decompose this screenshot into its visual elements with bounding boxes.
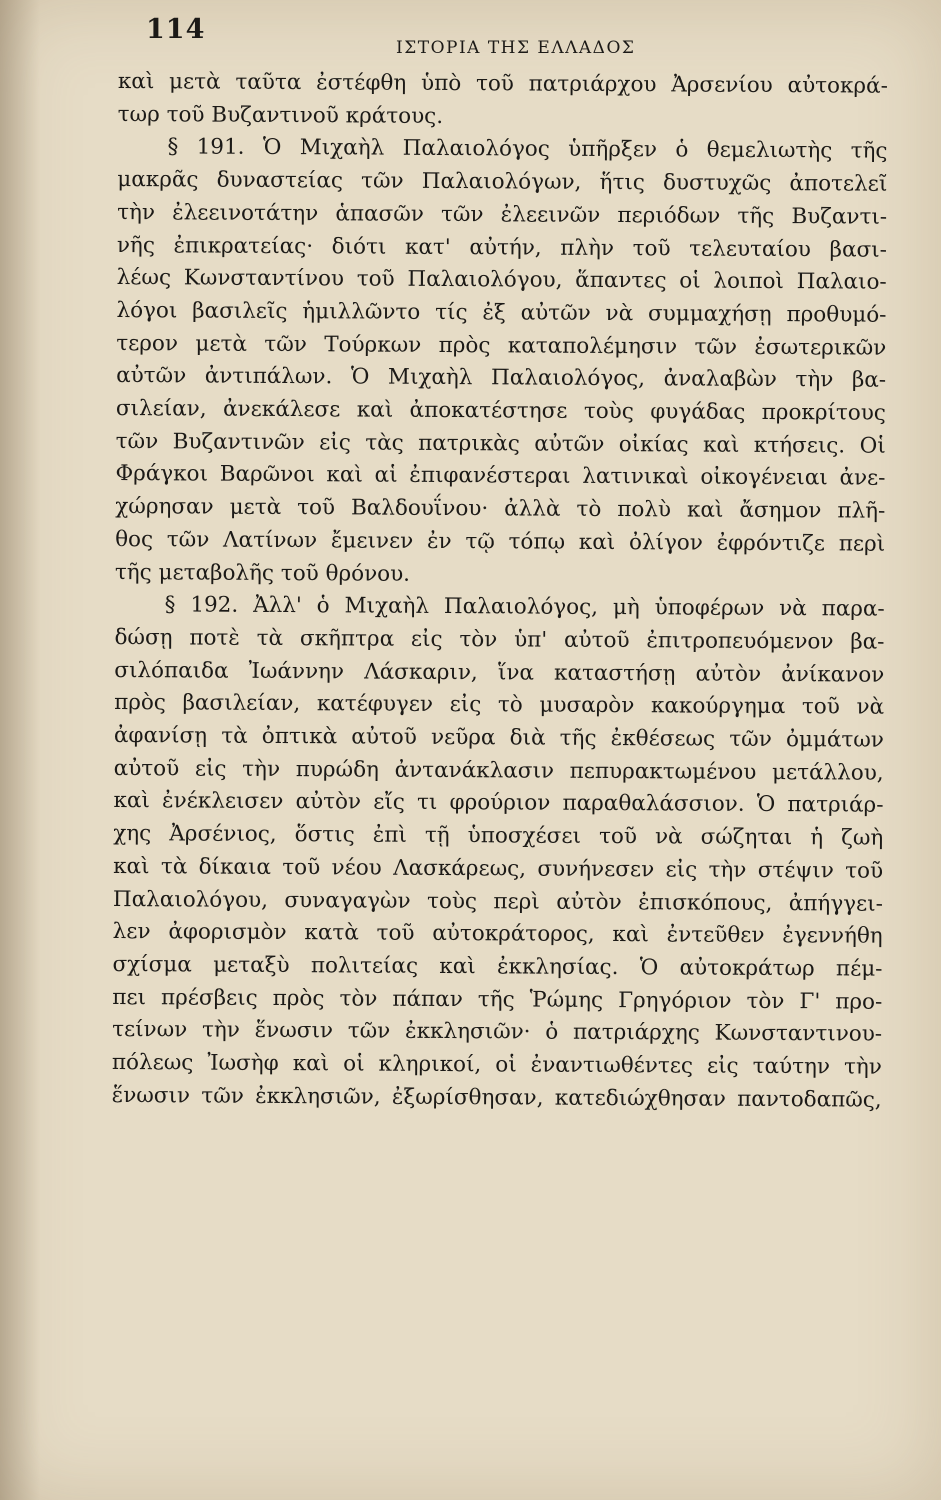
text-line: θος τῶν Λατίνων ἔμεινεν ἐν τῷ τόπῳ καὶ ὀλίγον ἐφρόντιζε περὶ bbox=[115, 526, 886, 557]
text-line: χης Ἀρσένιος, ὅστις ἐπὶ τῇ ὑποσχέσει τοῦ νὰ σώζηται ἡ ζωὴ bbox=[113, 821, 884, 851]
text-line: καὶ ἐνέκλεισεν αὐτὸν εἴς τι φρούριον παραθαλάσσιον. Ὁ πατριάρ- bbox=[113, 788, 884, 819]
text-line: § 191. Ὁ Μιχαὴλ Παλαιολόγος ὑπῆρξεν ὁ θεμελιωτὴς τῆς bbox=[167, 134, 888, 165]
text-line: ἀφανίσῃ τὰ ὀπτικὰ αὐτοῦ νεῦρα διὰ τῆς ἐκθέσεως τῶν ὀμμάτων bbox=[113, 723, 884, 753]
text-line: λέως Κωνσταντίνου τοῦ Παλαιολόγου, ἅπαντες οἱ λοιποὶ Παλαιο- bbox=[116, 265, 887, 295]
text-line: πει πρέσβεις πρὸς τὸν πάπαν τῆς Ῥώμης Γρηγόριον τὸν Γ' προ- bbox=[112, 984, 883, 1015]
text-line: σιλείαν, ἀνεκάλεσε καὶ ἀποκατέστησε τοὺς φυγάδας προκρίτους bbox=[115, 396, 886, 426]
body-text bbox=[112, 66, 888, 1117]
text-line: νῆς ἐπικρατείας· διότι κατ' αὐτήν, πλὴν τοῦ τελευταίου βασι- bbox=[116, 232, 887, 263]
text-line: δώσῃ ποτὲ τὰ σκῆπτρα εἰς τὸν ὑπ' αὐτοῦ ἐπιτροπευόμενον βα- bbox=[114, 624, 885, 655]
paragraph-section-192 bbox=[112, 589, 885, 1117]
text-line: Φράγκοι Βαρῶνοι καὶ αἱ ἐπιφανέστεραι λατινικαὶ οἰκογένειαι ἀνε- bbox=[115, 461, 886, 492]
text-line: Παλαιολόγου, συναγαγὼν τοὺς περὶ αὐτὸν ἐπισκόπους, ἀπήγγει- bbox=[112, 886, 883, 917]
text-line: τῶν Βυζαντινῶν εἰς τὰς πατρικὰς αὐτῶν οἰκίας καὶ κτήσεις. Οἱ bbox=[115, 428, 886, 459]
page-header bbox=[146, 14, 666, 64]
text-line: ἕνωσιν τῶν ἐκκλησιῶν, ἐξωρίσθησαν, κατεδιώχθησαν παντοδαπῶς, bbox=[111, 1082, 882, 1113]
page-number: 114 bbox=[146, 14, 206, 45]
paragraph-continuation bbox=[118, 66, 888, 136]
text-line: πρὸς βασιλείαν, κατέφυγεν εἰς τὸ μυσαρὸν κακούργημα τοῦ νὰ bbox=[114, 690, 885, 721]
text-line: τείνων τὴν ἕνωσιν τῶν ἐκκλησιῶν· ὁ πατριάρχης Κωνσταντινου- bbox=[112, 1017, 883, 1048]
text-line: πόλεως Ἰωσὴφ καὶ οἱ κληρικοί, οἱ ἐναντιωθέντες εἰς ταύτην τὴν bbox=[111, 1050, 882, 1080]
text-line: τῆς μεταβολῆς τοῦ θρόνου. bbox=[114, 559, 411, 587]
paragraph-section-191 bbox=[115, 131, 888, 594]
text-line: τὴν ἐλεεινοτάτην ἁπασῶν τῶν ἐλεεινῶν περιόδων τῆς Βυζαντι- bbox=[117, 199, 888, 230]
text-line: τερον μετὰ τῶν Τούρκων πρὸς καταπολέμησιν τῶν ἐσωτερικῶν bbox=[116, 330, 887, 361]
text-line: τωρ τοῦ Βυζαντινοῦ κράτους. bbox=[117, 101, 444, 129]
binding-shadow bbox=[0, 0, 40, 1500]
running-title: ΙΣΤΟΡΙΑ ΤΗΣ ΕΛΛΑΔΟΣ bbox=[396, 38, 636, 58]
text-line: καὶ τὰ δίκαια τοῦ νέου Λασκάρεως, συνήνεσεν εἰς τὴν στέψιν τοῦ bbox=[113, 853, 884, 884]
text-line: καὶ μετὰ ταῦτα ἐστέφθη ὑπὸ τοῦ πατριάρχου Ἀρσενίου αὐτοκρά- bbox=[117, 68, 888, 99]
text-line: λεν ἀφορισμὸν κατὰ τοῦ αὐτοκράτορος, καὶ ἐντεῦθεν ἐγεννήθη bbox=[112, 919, 883, 949]
text-line: αὐτῶν ἀντιπάλων. Ὁ Μιχαὴλ Παλαιολόγος, ἀναλαβὼν τὴν βα- bbox=[116, 363, 887, 394]
text-line: λόγοι βασιλεῖς ἡμιλλῶντο τίς ἐξ αὐτῶν νὰ συμμαχήσῃ προθυμό- bbox=[116, 297, 887, 328]
text-line: § 192. Ἀλλ' ὁ Μιχαὴλ Παλαιολόγος, μὴ ὑποφέρων νὰ παρα- bbox=[164, 592, 885, 622]
text-line: σχίσμα μεταξὺ πολιτείας καὶ ἐκκλησίας. Ὁ αὐτοκράτωρ πέμ- bbox=[112, 951, 883, 982]
text-line: αὐτοῦ εἰς τὴν πυρώδη ἀντανάκλασιν πεπυρακτωμένου μετάλλου, bbox=[113, 755, 884, 786]
text-line: σιλόπαιδα Ἰωάννην Λάσκαριν, ἵνα καταστήσῃ αὐτὸν ἀνίκανον bbox=[114, 657, 885, 688]
text-line: χώρησαν μετὰ τοῦ Βαλδουΐνου· ἀλλὰ τὸ πολὺ καὶ ἄσημον πλῆ- bbox=[115, 494, 886, 524]
text-line: μακρᾶς δυναστείας τῶν Παλαιολόγων, ἥτις δυστυχῶς ἀποτελεῖ bbox=[117, 167, 888, 197]
